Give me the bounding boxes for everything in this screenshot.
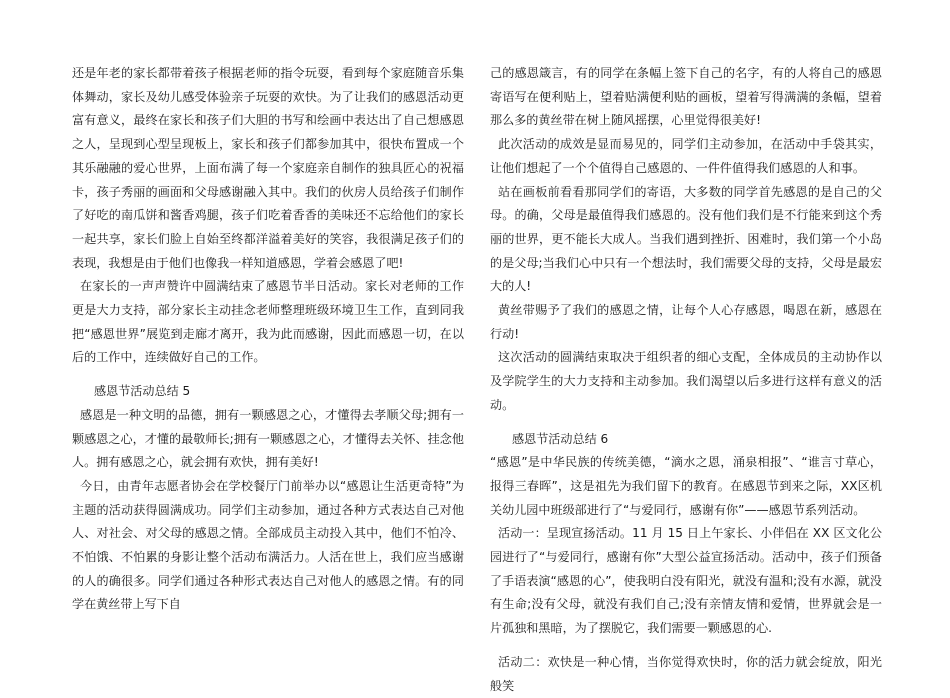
paragraph: 这次活动的圆满结束取决于组织者的细心支配，全体成员的主动协作以及学院学生的大力支持和主动参加。我们渴望以后多进行这样有意义的活动。 <box>490 350 882 412</box>
paragraph: 活动二：欢快是一种心情，当你觉得欢快时，你的活力就会绽放，阳光般笑 <box>490 654 882 693</box>
paragraph: 黄丝带赐予了我们的感恩之情，让每个人心存感恩，喝恩在新，感恩在行动! <box>490 303 882 341</box>
paragraph: “感恩”是中华民族的传统美德，“滴水之恩，涌泉相报”、“谁言寸草心，报得三春晖”，这是祖先为我们留下的教育。在感恩节到来之际，XX区机关幼儿园中班级部进行了“与爱同行，感谢有你”——感恩节系列活动。 <box>490 455 882 517</box>
paragraph: 此次活动的成效是显而易见的，同学们主动参加，在活动中手袋其实，让他们想起了一个个值得自己感恩的、一件件值得我们感恩的人和事。 <box>490 137 882 175</box>
paragraph: 感恩是一种文明的品德，拥有一颗感恩之心，才懂得去孝顺父母;拥有一颗感恩之心，才懂的最敬师长;拥有一颗感恩之心，才懂得去关怀、挂念他人。拥有感恩之心，就会拥有欢快，拥有美好! <box>72 407 464 470</box>
right-column <box>490 62 882 698</box>
section-heading: 感恩节活动总结 6 <box>512 431 609 446</box>
paragraph: 还是年老的家长都带着孩子根据老师的指令玩耍，看到每个家庭随音乐集体舞动，家长及幼儿感受体验亲子玩耍的欢快。为了让我们的感恩活动更富有意义，最终在家长和孩子们大胆的书写和绘画中表达出了自己想感恩之人，呈现到心型呈现板上，家长和孩子们都参加其中，很快布置成一个其乐融融的爱心世界，上面布满了每一个家庭亲自制作的独具匠心的祝福卡，孩子秀丽的画面和父母感谢融入其中。我们的伙房人员给孩子们制作了好吃的南瓜饼和酱香鸡腿，孩子们吃着香香的美味还不忘给他们的家长一起共享，家长们脸上自始至终都洋溢着美好的笑容，我很满足孩子们的表现，我想是由于他们也像我一样知道感恩，学着会感恩了吧! <box>72 66 464 270</box>
paragraph: 己的感恩箴言，有的同学在条幅上签下自己的名字，有的人将自己的感恩寄语写在便利贴上，望着贴满便利贴的画板，望着写得满满的条幅，望着那么多的黄丝带在树上随风摇摆，心里觉得很美好! <box>490 66 882 128</box>
paragraph: 今日，由青年志愿者协会在学校餐厅门前举办以“感恩让生活更奇特”为主题的活动获得圆满成功。同学们主动参加，通过各种方式表达自己对他人、对社会、对父母的感恩之情。全部成员主动投入其中，他们不怕冷、不怕饿、不怕累的身影让整个活动布满活力。人活在世上，我们应当感谢的人的确很多。同学们通过各种形式表达自己对他人的感恩之情。有的同学在黄丝带上写下自 <box>72 478 464 612</box>
section-heading: 感恩节活动总结 5 <box>94 384 191 399</box>
left-column <box>72 62 464 617</box>
paragraph: 站在画板前看看那同学们的寄语，大多数的同学首先感恩的是自己的父母。的确，父母是最值得我们感恩的。没有他们我们是不行能来到这个秀丽的世界，更不能长大成人。当我们遇到挫折、困难时，我们第一个小岛的是父母;当我们心中只有一个想法时，我们需要父母的支持，父母是最宏大的人! <box>490 184 882 294</box>
paragraph: 活动一：呈现宣扬活动。11 月 15 日上午家长、小伴侣在 XX 区文化公园进行了“与爱同行，感谢有你”大型公益宣扬活动。活动中，孩子们预备了手语表演“感恩的心”，使我明白没有阳光，就没有温和;没有水源，就没有生命;没有父母，就没有我们自己;没有亲情友情和爱情，世界就会是一片孤独和黑暗，为了摆脱它，我们需要一颗感恩的心. <box>490 526 882 636</box>
paragraph: 在家长的一声声赞许中圆满结束了感恩节半日活动。家长对老师的工作更是大力支持，部分家长主动挂念老师整理班级环境卫生工作，直到同我把“感恩世界”展览到走廊才离开，我为此而感谢，因此而感恩一切，在以后的工作中，连续做好自己的工作。 <box>72 279 464 365</box>
